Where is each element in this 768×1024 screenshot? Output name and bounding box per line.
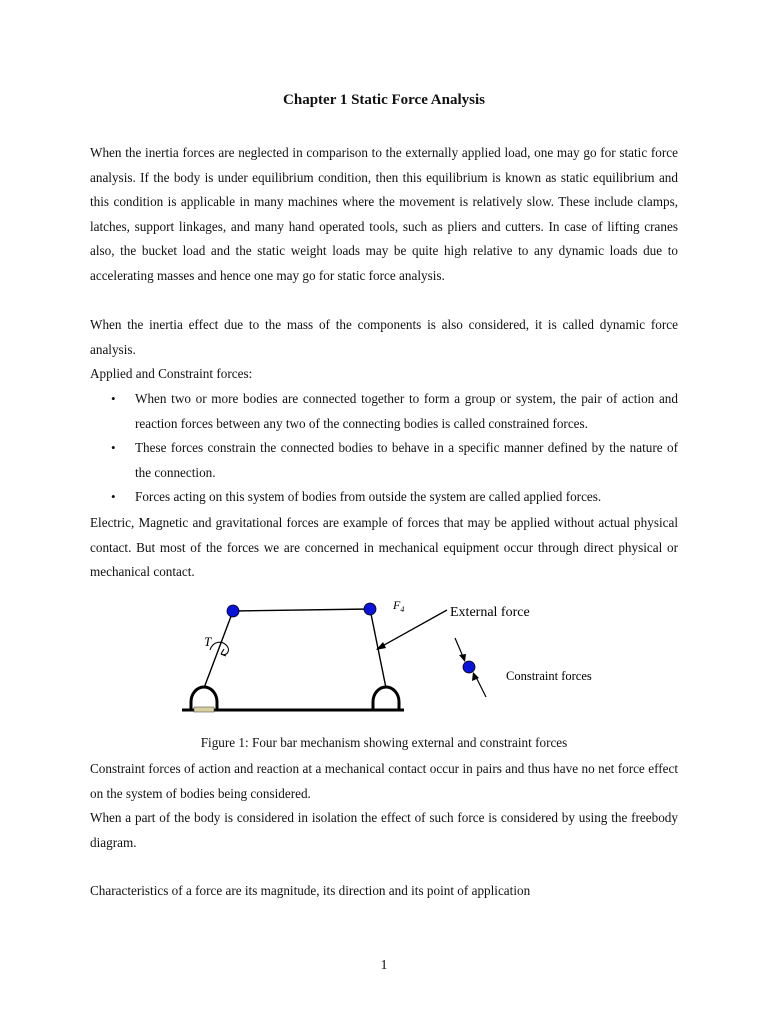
torque-label: T [204,634,212,649]
bullet-text: When two or more bodies are connected together to form a group or system, the pair of action and reaction forces between any two of the connecting bodies is called constrained forces. [135,391,678,431]
bullet-icon: • [111,440,116,456]
constraint-joint-icon [463,661,475,673]
left-support-icon [191,687,217,710]
external-force-arrow [377,610,447,649]
constraint-forces-label: Constraint forces [506,669,592,683]
paragraph-constraint-pairs: Constraint forces of action and reaction at a mechanical contact occur in pairs and thus have no net force effect on the system of bodies being considered. [90,761,678,801]
bullet-list [90,387,678,510]
paragraph-freebody: When a part of the body is considered in isolation the effect of such force is considered by using the freebody diagram. [90,810,678,850]
list-item [90,485,678,510]
joint-icon [364,603,376,615]
force-label: $F_4$ [393,598,405,614]
list-item [90,387,678,436]
bullet-icon: • [111,391,116,406]
right-support-icon [373,687,399,710]
joint-icon [227,605,239,617]
section-heading-applied-constraint: Applied and Constraint forces: [90,366,253,381]
ground-pad [194,707,214,712]
paragraph-static-analysis: When the inertia forces are neglected in comparison to the externally applied load, one may go for static force analysis. If the body is under equilibrium condition, then this equilibrium is known as static equilibrium and this condition is applicable in many machines where the movement is relatively slow. These include clamps, latches, support linkages, and many hand operated tools, such as pliers and cutters. In case of lifting cranes also, the bucket load and the static weight loads may be quite high relative to any dynamic loads due to accelerating masses and hence one may go for static force analysis. [90,145,678,283]
bullet-text: Forces acting on this system of bodies from outside the system are called applied forces. [135,489,602,505]
four-bar-mechanism-figure [0,590,768,730]
bullet-icon: • [111,489,116,505]
page-number: 1 [380,958,388,973]
paragraph-dynamic-analysis: When the inertia effect due to the mass of the components is also considered, it is called dynamic force analysis. [90,317,678,357]
page-title: Chapter 1 Static Force Analysis [283,92,485,108]
external-force-label: External force [450,605,530,620]
figure-caption: Figure 1: Four bar mechanism showing external and constraint forces [200,735,568,750]
paragraph-applied-forces: Electric, Magnetic and gravitational forces are example of forces that may be applied without actual physical contact. But most of the forces we are concerned in mechanical equipment occur through direct physical or mechanical contact. [90,515,678,580]
bullet-text: These forces constrain the connected bodies to behave in a specific manner defined by the nature of the connection. [135,440,678,480]
paragraph-characteristics: Characteristics of a force are its magnitude, its direction and its point of application [90,883,531,898]
coupler-link [233,609,370,611]
list-item [90,436,678,485]
